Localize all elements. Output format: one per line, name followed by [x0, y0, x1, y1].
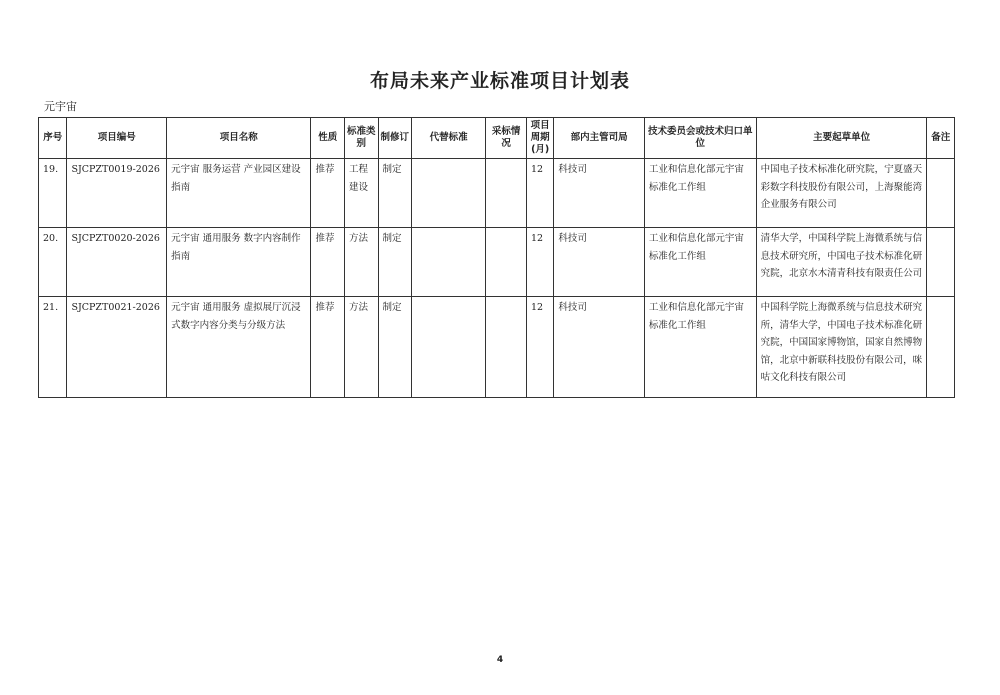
header-std-type: 标准类别	[344, 118, 378, 159]
cell-replace	[412, 228, 486, 297]
cell-seq: 21.	[39, 297, 67, 398]
cell-code: SJCPZT0019-2026	[67, 159, 167, 228]
category-label: 元宇宙	[44, 100, 77, 113]
cell-seq: 20.	[39, 228, 67, 297]
cell-period: 12	[526, 228, 553, 297]
header-period: 项目周期(月)	[526, 118, 553, 159]
cell-adopt	[486, 297, 527, 398]
cell-nature: 推荐	[311, 159, 345, 228]
cell-name: 元宇宙 通用服务 虚拟展厅沉浸式数字内容分类与分级方法	[167, 297, 311, 398]
cell-std-type: 工程建设	[344, 159, 378, 228]
cell-committee: 工业和信息化部元宇宙标准化工作组	[644, 297, 756, 398]
standards-plan-table	[38, 117, 955, 398]
cell-dept: 科技司	[554, 297, 644, 398]
header-nature: 性质	[311, 118, 345, 159]
cell-revise: 制定	[378, 159, 412, 228]
cell-name: 元宇宙 通用服务 数字内容制作指南	[167, 228, 311, 297]
table-row	[39, 297, 955, 398]
cell-remark	[927, 297, 955, 398]
cell-nature: 推荐	[311, 228, 345, 297]
cell-remark	[927, 159, 955, 228]
header-seq: 序号	[39, 118, 67, 159]
header-revise: 制修订	[378, 118, 412, 159]
table-row	[39, 228, 955, 297]
cell-period: 12	[526, 159, 553, 228]
cell-committee: 工业和信息化部元宇宙标准化工作组	[644, 228, 756, 297]
cell-drafters: 清华大学，中国科学院上海微系统与信息技术研究所，中国电子技术标准化研究院，北京水木清青科技有限责任公司	[756, 228, 927, 297]
document-title: 布局未来产业标准项目计划表	[369, 70, 630, 92]
cell-code: SJCPZT0020-2026	[67, 228, 167, 297]
cell-nature: 推荐	[311, 297, 345, 398]
cell-dept: 科技司	[554, 159, 644, 228]
cell-replace	[412, 297, 486, 398]
header-remark: 备注	[927, 118, 955, 159]
cell-remark	[927, 228, 955, 297]
header-dept: 部内主管司局	[554, 118, 644, 159]
cell-std-type: 方法	[344, 228, 378, 297]
cell-std-type: 方法	[344, 297, 378, 398]
cell-dept: 科技司	[554, 228, 644, 297]
header-name: 项目名称	[167, 118, 311, 159]
page-number: 4	[496, 655, 504, 665]
header-replace: 代替标准	[412, 118, 486, 159]
header-code: 项目编号	[67, 118, 167, 159]
cell-period: 12	[526, 297, 553, 398]
table-header-row	[39, 118, 955, 159]
cell-name: 元宇宙 服务运营 产业园区建设指南	[167, 159, 311, 228]
cell-code: SJCPZT0021-2026	[67, 297, 167, 398]
cell-revise: 制定	[378, 228, 412, 297]
cell-seq: 19.	[39, 159, 67, 228]
cell-revise: 制定	[378, 297, 412, 398]
cell-drafters: 中国科学院上海微系统与信息技术研究所，清华大学，中国电子技术标准化研究院，中国国家博物馆，国家自然博物馆，北京中新联科技股份有限公司，咪咕文化科技有限公司	[756, 297, 927, 398]
cell-adopt	[486, 228, 527, 297]
cell-drafters: 中国电子技术标准化研究院，宁夏盛天彩数字科技股份有限公司，上海聚能湾企业服务有限公司	[756, 159, 927, 228]
cell-replace	[412, 159, 486, 228]
header-adopt: 采标情况	[486, 118, 527, 159]
header-committee: 技术委员会或技术归口单位	[644, 118, 756, 159]
header-drafters: 主要起草单位	[756, 118, 927, 159]
table-row	[39, 159, 955, 228]
cell-committee: 工业和信息化部元宇宙标准化工作组	[644, 159, 756, 228]
cell-adopt	[486, 159, 527, 228]
